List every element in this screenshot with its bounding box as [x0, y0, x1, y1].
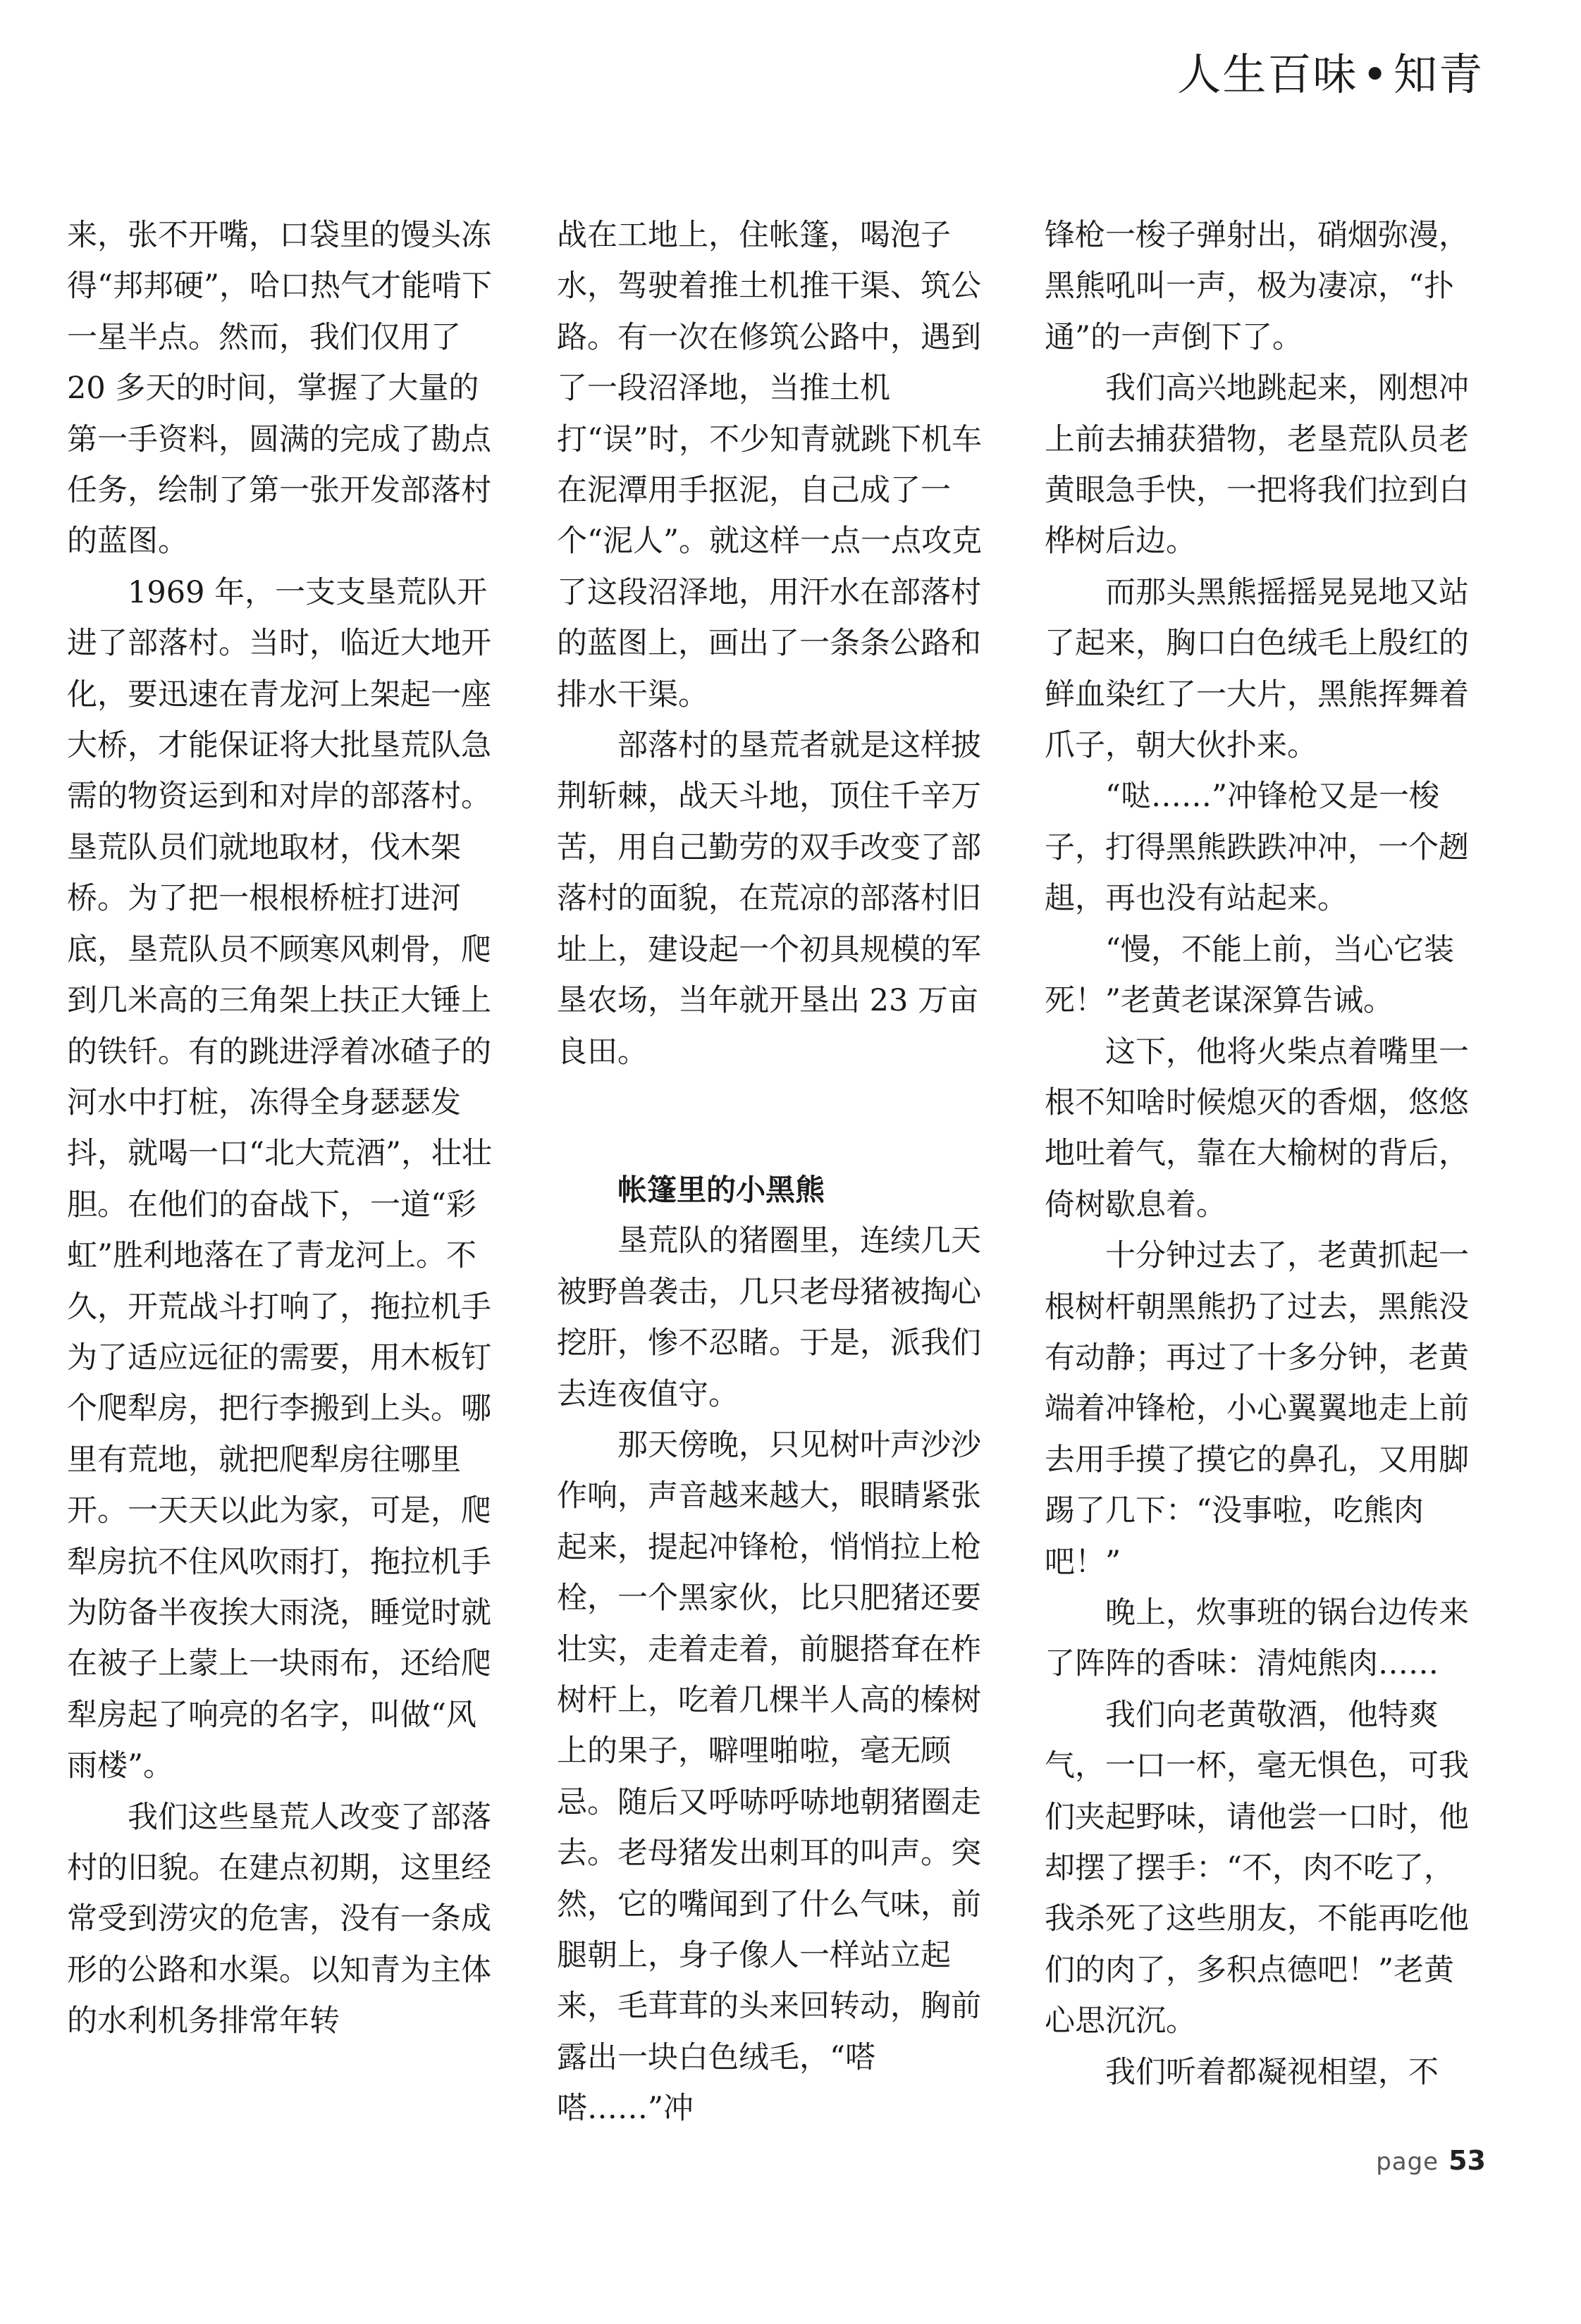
paragraph: 来，张不开嘴，口袋里的馒头冻得“邦邦硬”，哈口热气才能啃下一星半点。然而，我们仅用了 20 多天的时间，掌握了大量的第一手资料，圆满的完成了勘点任务，绘制了第一张开发部落村的蓝图。	[67, 218, 492, 560]
paragraph: 1969 年，一支支垦荒队开进了部落村。当时，临近大地开化，要迅速在青龙河上架起一座大桥，才能保证将大批垦荒队急需的物资运到和对岸的部落村。垦荒队员们就地取材，伐木架桥。为了把一根根桥桩打进河底，垦荒队员不顾寒风刺骨，爬到几米高的三角架上扶正大锤上的铁钎。有的跳进浮着冰碴子的河水中打桩，冻得全身瑟瑟发抖，就喝一口“北大荒酒”，壮壮胆。在他们的奋战下，一道“彩虹”胜利地落在了青龙河上。不久，开荒战斗打响了，拖拉机手为了适应远征的需要，用木板钉个爬犁房，把行李搬到上头。哪里有荒地，就把爬犁房往哪里开。一天天以此为家，可是，爬犁房抗不住风吹雨打，拖拉机手为防备半夜挨大雨浇，睡觉时就在被子上蒙上一块雨布，还给爬犁房起了响亮的名字，叫做“风雨楼”。	[67, 574, 492, 1784]
text-column-2	[557, 210, 994, 2134]
paragraph: 部落村的垦荒者就是这样披荆斩棘，战天斗地，顶住千辛万苦，用自己勤劳的双手改变了部落村的面貌，在荒凉的部落村旧址上，建设起一个初具规模的军垦农场，当年就开垦出 23 万亩良田。	[557, 728, 981, 1070]
paragraph: 垦荒队的猪圈里，连续几天被野兽袭击，几只老母猪被掏心挖肝，惨不忍睹。于是，派我们去连夜值守。	[557, 1223, 981, 1412]
paragraph: 战在工地上，住帐篷，喝泡子水，驾驶着推土机推干渠、筑公路。有一次在修筑公路中，遇到了一段沼泽地，当推土机打“误”时，不少知青就跳下机车在泥潭用手抠泥，自己成了一个“泥人”。就这样一点一点攻克了这段沼泽地，用汗水在部落村的蓝图上，画出了一条条公路和排水干渠。	[557, 218, 982, 712]
text-column-3	[1045, 210, 1482, 2098]
text-column-1	[67, 210, 504, 2047]
page-number: 53	[1448, 2145, 1486, 2176]
running-header	[1177, 39, 1484, 102]
page-footer	[1376, 2145, 1486, 2176]
paragraph: 那天傍晚，只见树叶声沙沙作响，声音越来越大，眼睛紧张起来，提起冲锋枪，悄悄拉上枪栓，一个黑家伙，比只肥猪还要壮实，走着走着，前腿搭耷在柞树杆上，吃着几棵半人高的榛树上的果子，噼哩啪啦，毫无顾忌。随后又呼哧呼哧地朝猪圈走去。老母猪发出刺耳的叫声。突然，它的嘴闻到了什么气味，前腿朝上，身子像人一样站立起来，毛茸茸的头来回转动，胸前露出一块白色绒毛，“嗒嗒……”冲	[557, 1427, 981, 2127]
paragraph: 而那头黑熊摇摇晃晃地又站了起来，胸口白色绒毛上殷红的鲜血染红了一大片，黑熊挥舞着爪子，朝大伙扑来。	[1045, 574, 1469, 764]
paragraph: 我们这些垦荒人改变了部落村的旧貌。在建点初期，这里经常受到涝灾的危害，没有一条成形的公路和水渠。以知青为主体的水利机务排常年转	[67, 1799, 491, 2039]
header-subsection: 知青	[1393, 49, 1484, 100]
paragraph: 十分钟过去了，老黄抓起一根树杆朝黑熊扔了过去，黑熊没有动静；再过了十多分钟，老黄端着冲锋枪，小心翼翼地走上前去用手摸了摸它的鼻孔，又用脚踢了几下：“没事啦，吃熊肉吧！”	[1045, 1238, 1469, 1580]
paragraph: 锋枪一梭子弹射出，硝烟弥漫，黑熊吼叫一声，极为凄凉，“扑通”的一声倒下了。	[1045, 218, 1469, 355]
header-section: 人生百味	[1177, 49, 1358, 100]
header-separator: •	[1362, 49, 1389, 100]
paragraph: 我们听着都凝视相望，不	[1105, 2054, 1439, 2090]
section-heading: 帐篷里的小黑熊	[617, 1172, 825, 1207]
paragraph: 我们高兴地跳起来，刚想冲上前去捕获猎物，老垦荒队员老黄眼急手快，一把将我们拉到白桦树后边。	[1045, 371, 1469, 560]
paragraph: 晚上，炊事班的锅台边传来了阵阵的香味：清炖熊肉……	[1045, 1595, 1469, 1682]
paragraph: 这下，他将火柴点着嘴里一根不知啥时候熄灭的香烟，悠悠地吐着气，靠在大榆树的背后，倚树歇息着。	[1045, 1034, 1469, 1223]
paragraph: “哒……”冲锋枪又是一梭子，打得黑熊跌跌冲冲，一个趔趄，再也没有站起来。	[1045, 779, 1469, 917]
paragraph: 我们向老黄敬酒，他特爽气，一口一杯，毫无惧色，可我们夹起野味，请他尝一口时，他却摆了摆手：“不，肉不吃了，我杀死了这些朋友，不能再吃他们的肉了，多积点德吧！”老黄心思沉沉。	[1045, 1697, 1469, 2039]
page-label: page	[1376, 2148, 1439, 2176]
paragraph: “慢，不能上前，当心它装死！”老黄老谋深算告诫。	[1045, 932, 1454, 1019]
